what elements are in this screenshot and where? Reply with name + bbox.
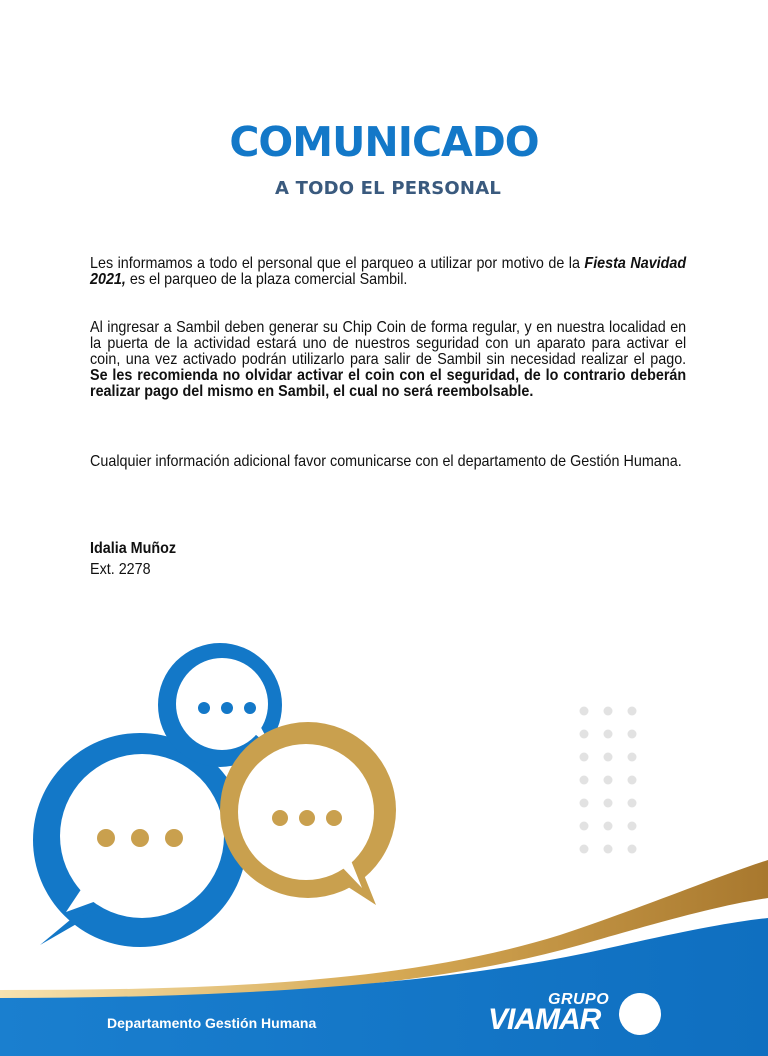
- event-name: Fiesta Navidad 2021,: [90, 255, 687, 288]
- paragraph-2-text: Al ingresar a Sambil deben generar su Chip Coin de forma regular, y en nuestra localidad en la puerta de la actividad estará uno de nuestros seguridad con un aparato para activar el coin, una vez activado podrán utilizarlo para salir de Sambil sin necesidad realizar el pago.: [90, 319, 687, 368]
- chat-bubble-gold-icon: [220, 722, 396, 905]
- page-subtitle: A TODO EL PERSONAL: [275, 178, 501, 199]
- logo-viamar-text: VIAMAR: [488, 1003, 601, 1036]
- paragraph-2-warning: Se les recomienda no olvidar activar el coin con el seguridad, de lo contrario deberán realizar pago del mismo en Sambil, el cual no será reembolsable.: [90, 367, 687, 400]
- paragraph-1-text-end: es el parqueo de la plaza comercial Sambil.: [125, 271, 408, 288]
- viamar-logo-icon: [619, 993, 661, 1035]
- logo-grupo-text: GRUPO: [548, 991, 610, 1008]
- paragraph-1-text: Les informamos a todo el personal que el parqueo a utilizar por motivo de la: [90, 255, 585, 272]
- footer-department: Departamento Gestión Humana: [107, 1015, 317, 1031]
- page-title: COMUNICADO: [229, 118, 539, 166]
- dot-grid-decoration: [580, 707, 637, 854]
- signature-name: Idalia Muñoz: [90, 540, 177, 557]
- signature-extension: Ext. 2278: [90, 561, 151, 578]
- paragraph-3: Cualquier información adicional favor comunicarse con el departamento de Gestión Humana.: [90, 453, 682, 470]
